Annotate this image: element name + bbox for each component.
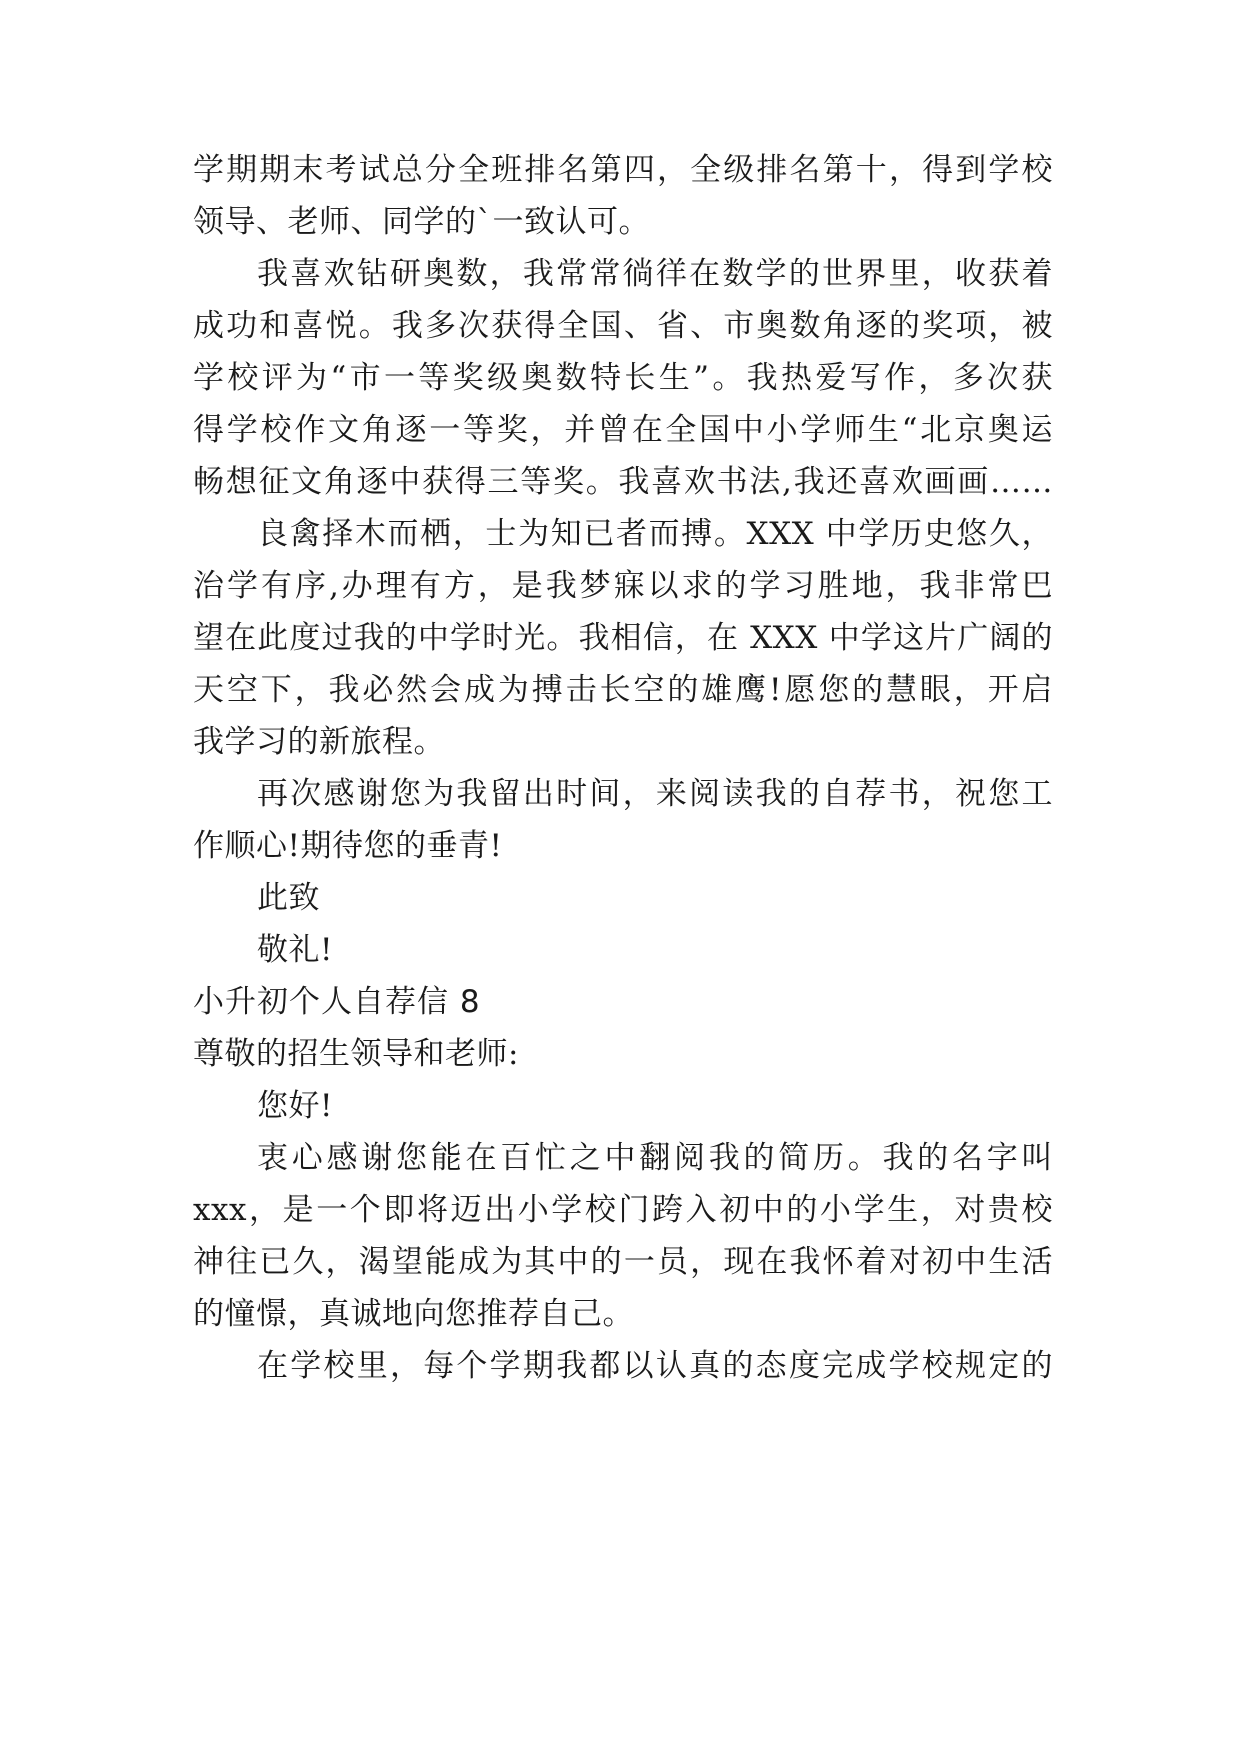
text-line: 的憧憬，真诚地向您推荐自己。 — [193, 1296, 634, 1332]
text-line: 神往已久，渴望能成为其中的一员，现在我怀着对初中生活 — [193, 1244, 1053, 1280]
letter-hello: 您好! — [257, 1088, 333, 1124]
closing-salutation: 此致 — [257, 880, 320, 916]
closing-regards: 敬礼! — [257, 932, 333, 968]
text-line: 我喜欢钻研奥数，我常常徜徉在数学的世界里，收获着 — [257, 256, 1053, 292]
text-line: 衷心感谢您能在百忙之中翻阅我的简历。我的名字叫 — [257, 1140, 1053, 1176]
text-line: 学校评为“市一等奖级奥数特长生”。我热爱写作，多次获 — [193, 360, 1053, 396]
text-line: 我学习的新旅程。 — [193, 724, 445, 760]
text-line: 成功和喜悦。我多次获得全国、省、市奥数角逐的奖项，被 — [193, 308, 1053, 344]
text-line: 畅想征文角逐中获得三等奖。我喜欢书法,我还喜欢画画…… — [193, 464, 1053, 500]
text-line: 领导、老师、同学的`一致认可。 — [193, 204, 650, 240]
letter-greeting: 尊敬的招生领导和老师: — [193, 1036, 519, 1072]
text-line: 学期期末考试总分全班排名第四，全级排名第十，得到学校 — [193, 152, 1053, 188]
text-line: 治学有序,办理有方，是我梦寐以求的学习胜地，我非常巴 — [193, 568, 1053, 604]
text-line: 作顺心!期待您的垂青! — [193, 828, 503, 864]
text-line: 良禽择木而栖，士为知已者而搏。XXX 中学历史悠久， — [257, 516, 1053, 552]
section-heading: 小升初个人自荐信 8 — [193, 984, 481, 1020]
text-line: 再次感谢您为我留出时间，来阅读我的自荐书，祝您工 — [257, 776, 1053, 812]
text-line: 望在此度过我的中学时光。我相信，在 XXX 中学这片广阔的 — [193, 620, 1053, 656]
text-line: 天空下，我必然会成为搏击长空的雄鹰!愿您的慧眼，开启 — [193, 672, 1053, 708]
text-line: 在学校里，每个学期我都以认真的态度完成学校规定的 — [257, 1348, 1053, 1384]
text-line: 得学校作文角逐一等奖，并曾在全国中小学师生“北京奥运 — [193, 412, 1053, 448]
text-line: xxx，是一个即将迈出小学校门跨入初中的小学生，对贵校 — [193, 1192, 1053, 1228]
